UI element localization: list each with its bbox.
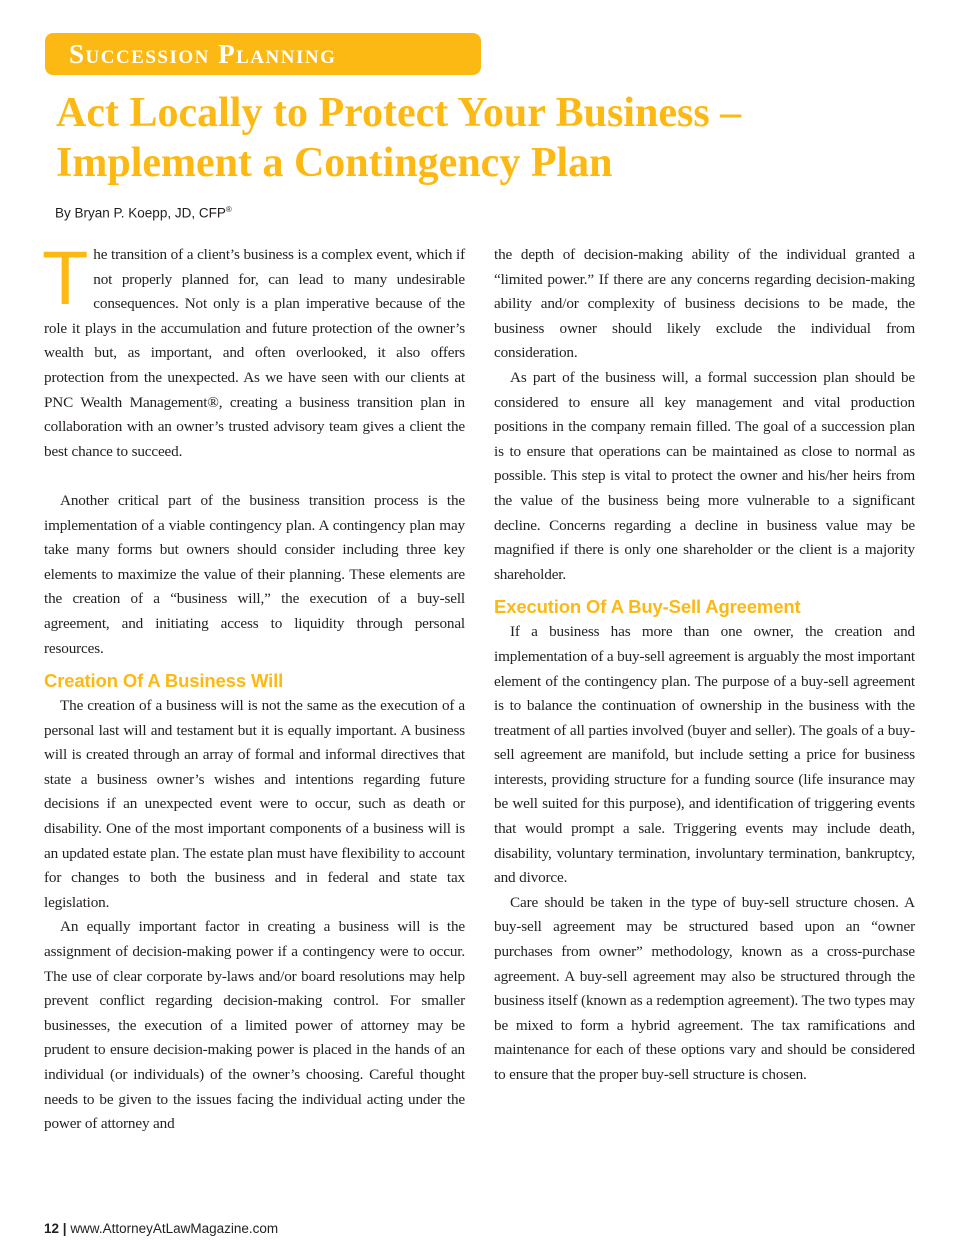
buy-sell-paragraph-1: If a business has more than one owner, the creation and implementation of a buy-sell agreement is arguably the most important element of the contingency plan. The purpose of a buy-sell agreement is to balance the continuation of ownership in the business with the treatment of all parties involved (buyer and seller). The goals of a buy-sell agreement are manifold, but include setting a price for business interests, providing structure for a funding source (life insurance may be well suited for this purpose), and identification of triggering events that would prompt a sale. Triggering events may include death, disability, voluntary termination, involuntary termination, bankruptcy, and divorce. <box>494 623 915 887</box>
paragraph-gap <box>44 464 465 489</box>
buy-sell-paragraph-2: Care should be taken in the type of buy-sell structure chosen. A buy-sell agreement may be structured based upon an “owner purchases from owner” methodology, known as a cross-purchase agreement. A buy-sell agreement may also be structured through the business itself (known as a redemption agreement). The two types may be mixed to form a hybrid agreement. The tax ramifications and maintenance for each of these options vary and should be considered to ensure that the proper buy-sell structure is chosen. <box>494 893 915 1083</box>
byline <box>55 205 232 221</box>
article-title: Act Locally to Protect Your Business – Implement a Contingency Plan <box>56 90 742 186</box>
business-will-paragraph-2-continued: the depth of decision-making ability of the individual granted a “limited power.” If there are any concerns regarding decision-making ability and/or complexity of business decisions to be made, the business owner should likely exclude the individual from consideration. <box>494 246 915 362</box>
section-banner <box>45 33 481 75</box>
business-will-paragraph-2: An equally important factor in creating a business will is the assignment of decision-making power if a contingency were to occur. The use of clear corporate by-laws and/or board resolutions may help prevent conflict regarding decision-making control. For smaller businesses, the execution of a limited power of attorney may be prudent to ensure decision-making power is placed in the hands of an individual (or individuals) of the owner’s choosing. Careful thought needs to be given to the issues facing the individual acting under the power of attorney and <box>44 918 465 1133</box>
section-banner-label: Succession Planning <box>69 39 337 69</box>
article-column-right <box>494 243 915 1088</box>
heading-business-will: Creation Of A Business Will <box>44 670 284 692</box>
business-will-paragraph-1: The creation of a business will is not the same as the execution of a personal last will and testament but it is equally important. A business will is created through an array of formal and informal directives that state a business owner’s wishes and intentions regarding future decisions if an unexpected event were to occur, such as death or disability. One of the most important components of a business will is an updated estate plan. The estate plan must have flexibility to account for changes to both the business and in federal and state tax legislation. <box>44 697 465 911</box>
footer-website-link[interactable]: www.AttorneyAtLawMagazine.com <box>70 1221 279 1236</box>
article-column-left <box>42 236 465 1137</box>
business-will-paragraph-3: As part of the business will, a formal succession plan should be considered to ensure all key management and vital production positions in the company remain filled. The goal of a succession plan is to ensure that operations can be maintained as close to normal as possible. This step is vital to protect the owner and his/her heirs from the value of the business being more vulnerable to a significant decline. Concerns regarding a decline in business value may be magnified if there is only one shareholder or the client is a majority shareholder. <box>494 368 915 583</box>
intro-text: he transition of a client’s business is a complex event, which if not properly planned for, can lead to many undesirable consequences. Not only is a plan imperative because of the role it plays in the accumulation and future protection of the owner’s wealth but, as important, and often overlooked, it also offers protection from the unexpected. As we have seen with our clients at PNC Wealth Management®, creating a business transition plan in collaboration with an owner’s trusted advisory team gives a client the best chance to succeed. <box>44 246 465 460</box>
byline-author: By Bryan P. Koepp, JD, CFP <box>55 205 226 221</box>
drop-cap: T <box>42 236 89 321</box>
registered-mark: ® <box>225 205 232 214</box>
contingency-paragraph: Another critical part of the business transition process is the implementation of a viable contingency plan. A contingency plan may take many forms but owners should consider including three key elements to maximize the value of their planning. These elements are the creation of a “business will,” the execution of a buy-sell agreement, and initiating access to liquidity through personal resources. <box>44 491 465 657</box>
page-number: 12 <box>44 1221 60 1236</box>
heading-buy-sell: Execution Of A Buy-Sell Agreement <box>494 596 801 618</box>
page-footer <box>44 1221 278 1236</box>
intro-paragraph <box>42 236 465 464</box>
footer-separator: | <box>59 1221 71 1236</box>
